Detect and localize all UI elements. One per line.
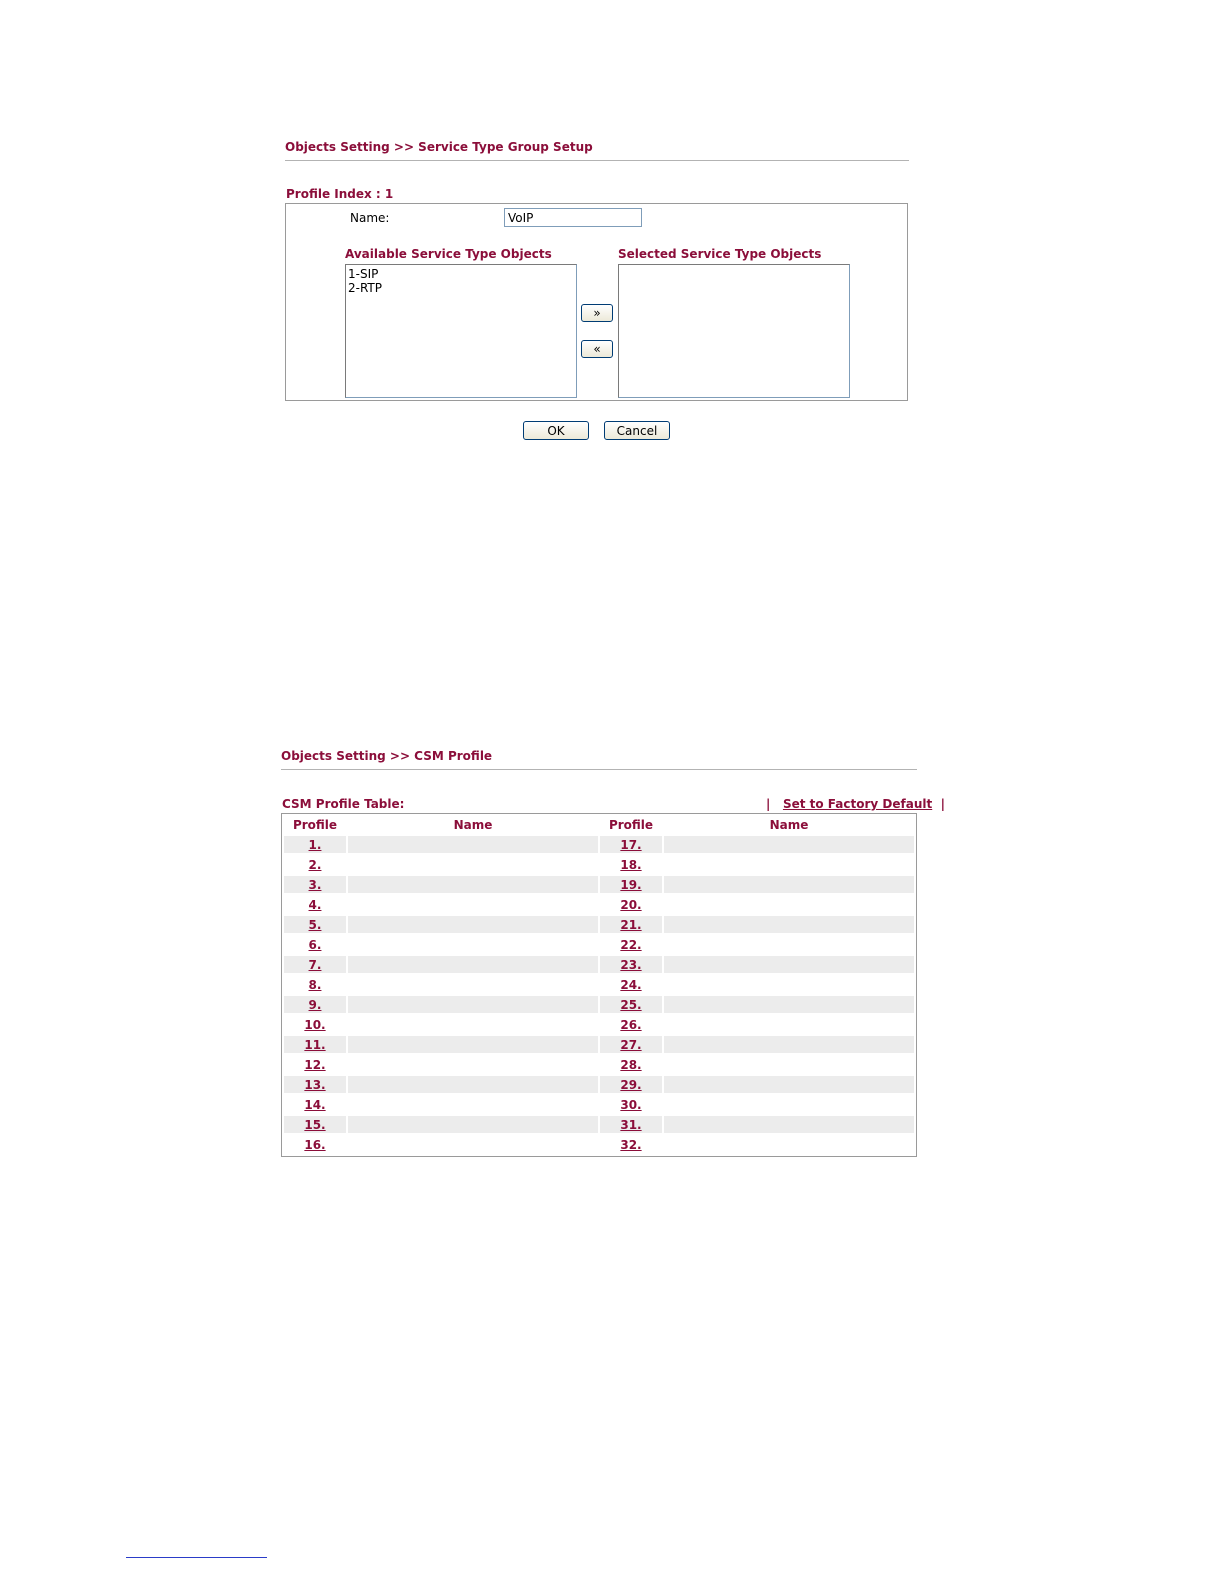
profile-link[interactable]: 32. xyxy=(620,1138,642,1152)
name-cell xyxy=(664,1036,914,1053)
breadcrumb-group-setup: Objects Setting >> Service Type Group Setup xyxy=(285,140,593,154)
profile-link[interactable]: 26. xyxy=(620,1018,642,1032)
profile-link[interactable]: 3. xyxy=(308,878,322,892)
profile-index-label: Profile Index : 1 xyxy=(286,187,394,201)
name-label: Name: xyxy=(350,211,390,225)
name-cell xyxy=(348,1056,598,1073)
profile-link[interactable]: 11. xyxy=(304,1038,326,1052)
name-cell xyxy=(664,876,914,893)
name-cell xyxy=(348,896,598,913)
name-cell xyxy=(348,956,598,973)
csm-table-label: CSM Profile Table: xyxy=(282,797,405,811)
add-object-button[interactable]: » xyxy=(581,304,613,322)
name-cell xyxy=(664,1056,914,1073)
name-cell xyxy=(664,976,914,993)
profile-link[interactable]: 2. xyxy=(308,858,322,872)
profile-link[interactable]: 28. xyxy=(620,1058,642,1072)
profile-link[interactable]: 6. xyxy=(308,938,322,952)
profile-link[interactable]: 14. xyxy=(304,1098,326,1112)
header-divider xyxy=(285,160,909,161)
header-divider xyxy=(281,769,917,770)
available-objects-title: Available Service Type Objects xyxy=(345,247,552,261)
profile-link[interactable]: 25. xyxy=(620,998,642,1012)
profile-link[interactable]: 13. xyxy=(304,1078,326,1092)
name-cell xyxy=(348,1136,598,1153)
column-header-profile: Profile xyxy=(292,818,338,832)
profile-link[interactable]: 22. xyxy=(620,938,642,952)
profile-link[interactable]: 24. xyxy=(620,978,642,992)
profile-link[interactable]: 30. xyxy=(620,1098,642,1112)
name-cell xyxy=(348,976,598,993)
selected-objects-listbox[interactable] xyxy=(618,264,850,398)
profile-link[interactable]: 8. xyxy=(308,978,322,992)
name-cell xyxy=(664,1136,914,1153)
name-cell xyxy=(348,876,598,893)
listbox-option[interactable]: 1-SIP xyxy=(348,267,379,281)
profile-link[interactable]: 7. xyxy=(308,958,322,972)
profile-link[interactable]: 21. xyxy=(620,918,642,932)
selected-objects-title: Selected Service Type Objects xyxy=(618,247,822,261)
name-input[interactable] xyxy=(504,208,642,227)
profile-link[interactable]: 27. xyxy=(620,1038,642,1052)
profile-link[interactable]: 29. xyxy=(620,1078,642,1092)
profile-link[interactable]: 5. xyxy=(308,918,322,932)
name-cell xyxy=(348,996,598,1013)
profile-link[interactable]: 15. xyxy=(304,1118,326,1132)
name-cell xyxy=(348,1096,598,1113)
available-objects-listbox[interactable] xyxy=(345,264,577,398)
name-cell xyxy=(664,836,914,853)
listbox-option[interactable]: 2-RTP xyxy=(348,281,382,295)
profile-link[interactable]: 19. xyxy=(620,878,642,892)
profile-link[interactable]: 20. xyxy=(620,898,642,912)
profile-link[interactable]: 4. xyxy=(308,898,322,912)
name-cell xyxy=(664,936,914,953)
name-cell xyxy=(664,896,914,913)
factory-default-group xyxy=(766,797,945,811)
name-cell xyxy=(664,996,914,1013)
name-cell xyxy=(348,1076,598,1093)
profile-link[interactable]: 9. xyxy=(308,998,322,1012)
footer-link-underline xyxy=(126,1557,267,1558)
column-header-profile: Profile xyxy=(608,818,654,832)
name-cell xyxy=(348,1036,598,1053)
name-cell xyxy=(348,836,598,853)
column-header-name: Name xyxy=(453,818,493,832)
profile-link[interactable]: 18. xyxy=(620,858,642,872)
name-cell xyxy=(664,856,914,873)
name-cell xyxy=(664,1116,914,1133)
profile-link[interactable]: 31. xyxy=(620,1118,642,1132)
separator: | xyxy=(940,797,945,811)
name-cell xyxy=(664,916,914,933)
profile-link[interactable]: 10. xyxy=(304,1018,326,1032)
ok-button[interactable]: OK xyxy=(523,421,589,440)
breadcrumb-csm-profile: Objects Setting >> CSM Profile xyxy=(281,749,493,763)
column-header-name: Name xyxy=(769,818,809,832)
name-cell xyxy=(348,936,598,953)
cancel-button[interactable]: Cancel xyxy=(604,421,670,440)
name-cell xyxy=(664,1016,914,1033)
name-cell xyxy=(348,916,598,933)
remove-object-button[interactable]: « xyxy=(581,340,613,358)
name-cell xyxy=(664,1096,914,1113)
profile-link[interactable]: 23. xyxy=(620,958,642,972)
profile-link[interactable]: 1. xyxy=(308,838,322,852)
profile-link[interactable]: 16. xyxy=(304,1138,326,1152)
separator: | xyxy=(766,797,771,811)
name-cell xyxy=(348,1116,598,1133)
name-cell xyxy=(348,1016,598,1033)
set-factory-default-link[interactable]: Set to Factory Default xyxy=(782,797,933,811)
profile-link[interactable]: 12. xyxy=(304,1058,326,1072)
name-cell xyxy=(664,956,914,973)
name-cell xyxy=(664,1076,914,1093)
name-cell xyxy=(348,856,598,873)
profile-link[interactable]: 17. xyxy=(620,838,642,852)
